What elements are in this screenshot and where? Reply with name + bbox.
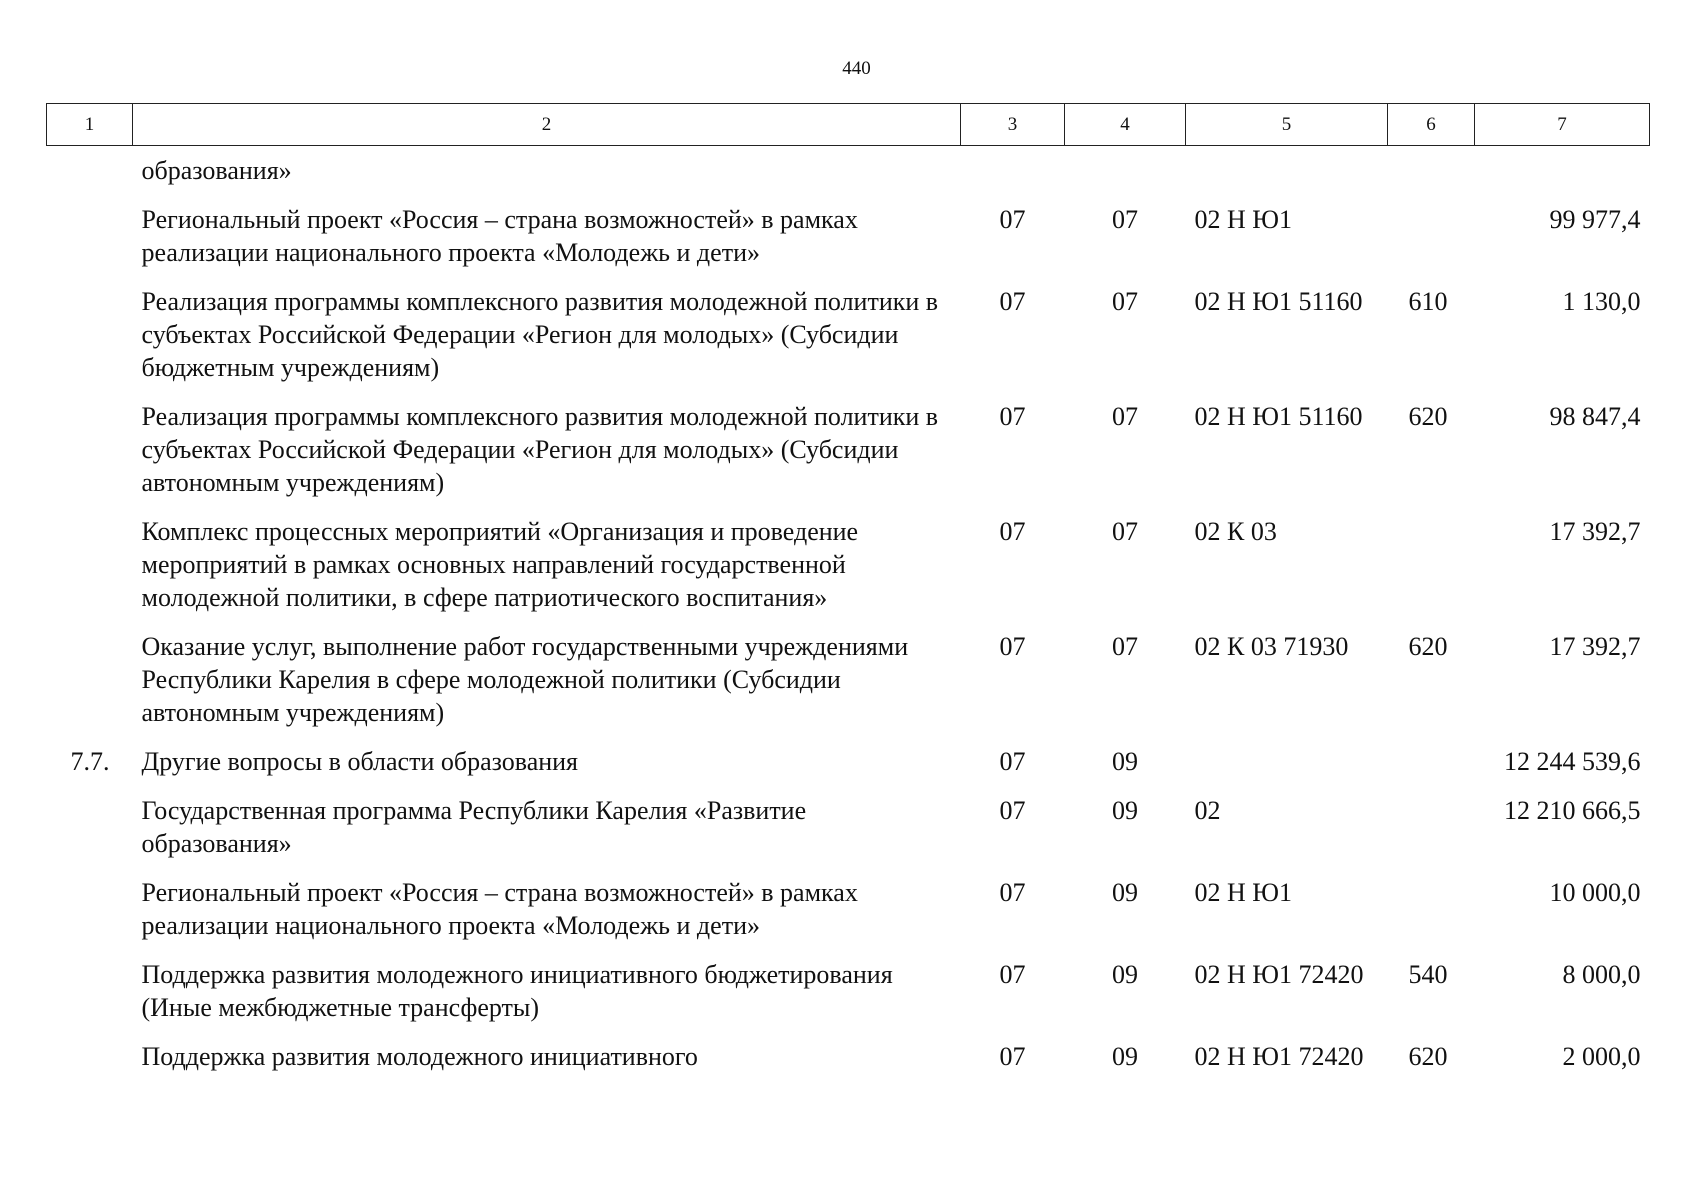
row-name: Реализация программы комплексного развития молодежной политики в субъектах Российской Федерации «Регион для молодых» (Субсидии автономным учреждениям) [141, 402, 939, 497]
row-target-article: 02 Н Ю1 [1194, 878, 1292, 907]
row-expense-type: 610 [1408, 287, 1448, 316]
row-expense-type [1388, 876, 1475, 958]
row-name: Оказание услуг, выполнение работ государственными учреждениями Республики Карелия в сфере молодежной политики (Субсидии автономным учреждениям) [141, 632, 909, 727]
row-amount [1475, 146, 1650, 204]
row-amount: 2 000,0 [1562, 1042, 1641, 1071]
row-amount: 10 000,0 [1549, 878, 1641, 907]
row-number [47, 285, 133, 400]
row-number [47, 400, 133, 515]
row-subsection: 09 [1112, 796, 1138, 825]
column-header-5: 5 [1186, 104, 1388, 146]
row-expense-type: 620 [1408, 402, 1448, 431]
row-target-article: 02 К 03 71930 [1194, 632, 1349, 661]
table-row [47, 630, 1650, 745]
row-name: Государственная программа Республики Карелия «Развитие образования» [141, 796, 807, 858]
row-name: Поддержка развития молодежного инициативного [141, 1042, 698, 1071]
page-number: 440 [842, 58, 871, 79]
row-name: Региональный проект «Россия – страна возможностей» в рамках реализации национального проекта «Молодежь и дети» [141, 205, 858, 267]
row-section: 07 [999, 517, 1026, 546]
budget-table [46, 103, 1650, 1089]
row-name: Поддержка развития молодежного инициативного бюджетирования (Иные межбюджетные трансферты) [141, 960, 893, 1022]
row-section: 07 [999, 402, 1026, 431]
row-number: 7.7. [70, 747, 110, 776]
row-target-article: 02 К 03 [1194, 517, 1277, 546]
row-target-article: 02 Н Ю1 51160 [1194, 402, 1363, 431]
row-target-article [1186, 745, 1388, 794]
row-number [47, 515, 133, 630]
row-name: Другие вопросы в области образования [141, 747, 579, 776]
row-number [47, 146, 133, 204]
row-subsection: 07 [1112, 205, 1138, 234]
row-number [47, 794, 133, 876]
row-amount: 98 847,4 [1549, 402, 1641, 431]
row-expense-type [1388, 794, 1475, 876]
row-target-article: 02 Н Ю1 [1194, 205, 1292, 234]
row-subsection [1065, 146, 1186, 204]
row-target-article: 02 Н Ю1 72420 [1194, 1042, 1364, 1071]
table-row [47, 1040, 1650, 1089]
row-amount: 12 244 539,6 [1504, 747, 1641, 776]
row-target-article [1186, 146, 1388, 204]
row-subsection: 07 [1112, 632, 1138, 661]
row-amount: 12 210 666,5 [1504, 796, 1641, 825]
table-row [47, 515, 1650, 630]
row-amount: 17 392,7 [1549, 632, 1641, 661]
column-header-6: 6 [1388, 104, 1475, 146]
row-number [47, 876, 133, 958]
column-number-row [47, 104, 1650, 146]
column-header-1: 1 [47, 104, 133, 146]
row-section [961, 146, 1065, 204]
row-amount: 17 392,7 [1549, 517, 1641, 546]
row-section: 07 [999, 632, 1026, 661]
column-header-2: 2 [133, 104, 961, 146]
row-target-article: 02 Н Ю1 72420 [1194, 960, 1364, 989]
row-amount: 1 130,0 [1562, 287, 1641, 316]
row-section: 07 [999, 747, 1026, 776]
row-name: Региональный проект «Россия – страна возможностей» в рамках реализации национального проекта «Молодежь и дети» [141, 878, 858, 940]
table-row [47, 794, 1650, 876]
table-row [47, 958, 1650, 1040]
table-row [47, 285, 1650, 400]
row-subsection: 07 [1112, 517, 1138, 546]
table-row [47, 203, 1650, 285]
row-section: 07 [999, 1042, 1026, 1071]
column-header-7: 7 [1475, 104, 1650, 146]
row-name: Реализация программы комплексного развития молодежной политики в субъектах Российской Федерации «Регион для молодых» (Субсидии бюджетным учреждениям) [141, 287, 939, 382]
row-number [47, 630, 133, 745]
row-expense-type [1388, 515, 1475, 630]
table-header [47, 104, 1650, 146]
column-header-4: 4 [1065, 104, 1186, 146]
table-body [47, 146, 1650, 1090]
row-number [47, 1040, 133, 1089]
row-number [47, 958, 133, 1040]
row-name: Комплекс процессных мероприятий «Организация и проведение мероприятий в рамках основных направлений государственной молодежной политики, в сфере патриотического воспитания» [141, 517, 859, 612]
table-row [47, 745, 1650, 794]
row-amount: 8 000,0 [1562, 960, 1641, 989]
row-expense-type: 620 [1408, 1042, 1448, 1071]
row-target-article: 02 Н Ю1 51160 [1194, 287, 1363, 316]
row-subsection: 07 [1112, 402, 1138, 431]
row-section: 07 [999, 878, 1026, 907]
row-number [47, 203, 133, 285]
row-expense-type [1388, 146, 1475, 204]
table-row [47, 400, 1650, 515]
row-section: 07 [999, 796, 1026, 825]
row-section: 07 [999, 960, 1026, 989]
row-subsection: 09 [1112, 960, 1138, 989]
row-expense-type: 620 [1408, 632, 1448, 661]
row-section: 07 [999, 287, 1026, 316]
row-expense-type [1388, 745, 1475, 794]
table-row [47, 146, 1650, 204]
row-section: 07 [999, 205, 1026, 234]
row-subsection: 09 [1112, 878, 1138, 907]
row-subsection: 07 [1112, 287, 1138, 316]
row-expense-type: 540 [1408, 960, 1448, 989]
row-subsection: 09 [1112, 1042, 1138, 1071]
table-row [47, 876, 1650, 958]
row-expense-type [1388, 203, 1475, 285]
row-name: образования» [141, 156, 292, 185]
column-header-3: 3 [961, 104, 1065, 146]
row-subsection: 09 [1112, 747, 1138, 776]
row-target-article: 02 [1194, 796, 1221, 825]
row-amount: 99 977,4 [1549, 205, 1641, 234]
